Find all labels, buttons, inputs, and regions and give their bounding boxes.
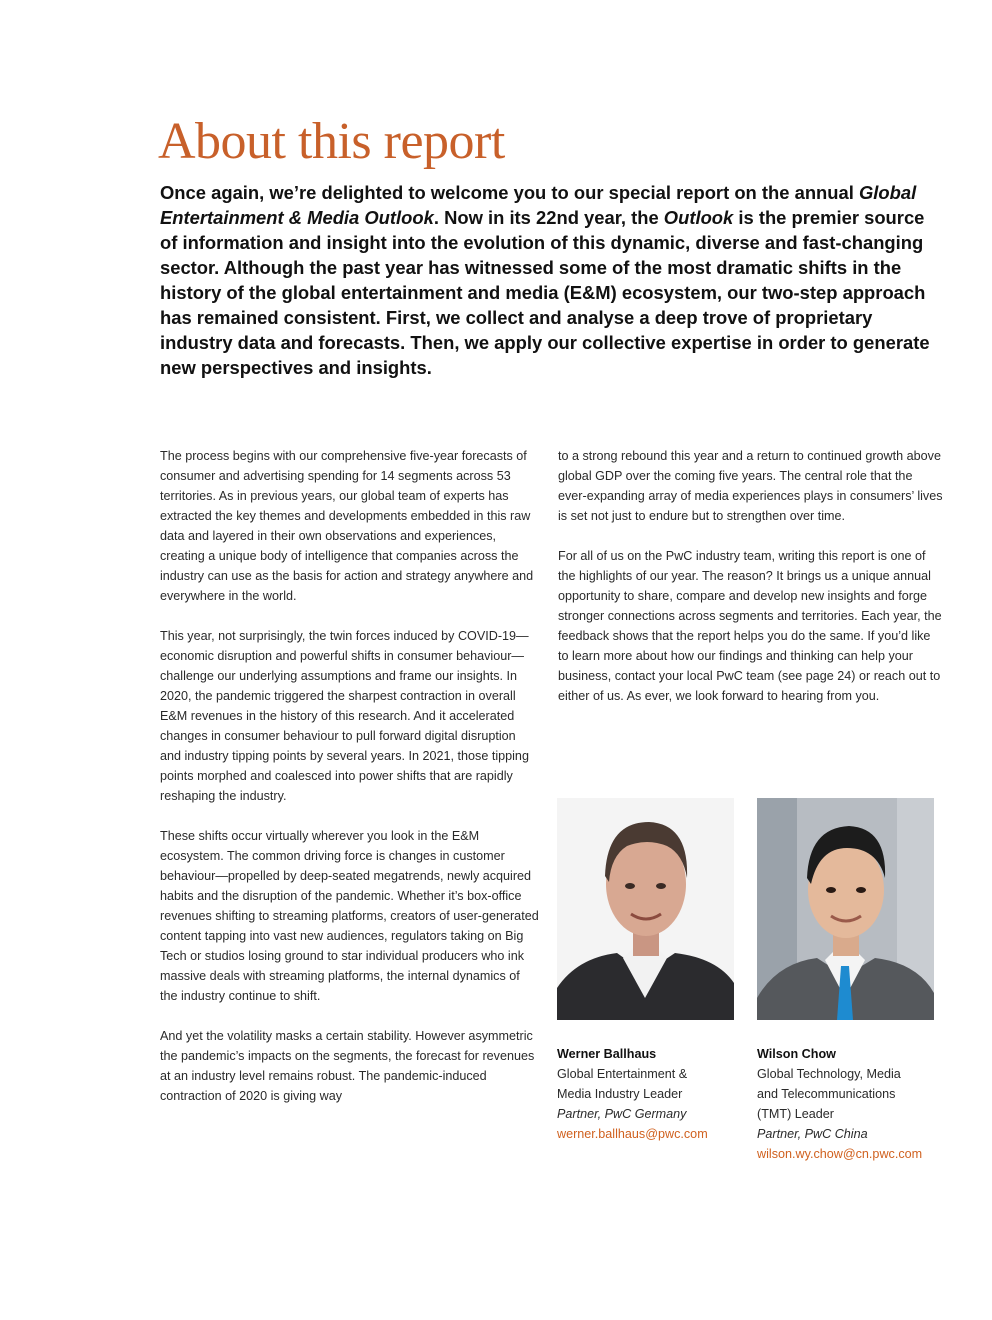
- author-email-link[interactable]: werner.ballhaus@pwc.com: [557, 1127, 708, 1141]
- author-name: Wilson Chow: [757, 1047, 836, 1061]
- body-paragraph: The process begins with our comprehensive five-year forecasts of consumer and advertising spending for 14 segments across 53 territories. As in previous years, our global team of experts has extracted the key themes and developments embedded in this raw data and layered in their own observations and experiences, creating a unique body of intelligence that companies across the industry can use as the basis for action and strategy anywhere and everywhere in the world.: [160, 449, 534, 603]
- body-paragraph: For all of us on the PwC industry team, writing this report is one of the highlights of our year. The reason? It brings us a unique annual opportunity to share, compare and develop new insights and forge stronger connections across segments and territories. Each year, the feedback shows that the report helps you do the same. If you’d like to learn more about how our findings and thinking can help your business, contact your local PwC team (see page 24) or reach out to either of us. As ever, we look forward to hearing from you.: [558, 549, 942, 703]
- author-name: Werner Ballhaus: [557, 1047, 657, 1061]
- page-title: About this report: [158, 113, 505, 170]
- body-paragraph: This year, not surprisingly, the twin forces induced by COVID-19—economic disruption and powerful shifts in consumer behaviour—challenge our underlying assumptions and frame our insights. In 2020, the pandemic triggered the sharpest contraction in overall E&M revenues in the history of this research. And it accelerated changes in consumer behaviour to pull forward digital disruption and industry tipping points by several years. In 2021, those tipping points morphed and coalesced into power shifts that are rapidly reshaping the industry.: [160, 629, 529, 803]
- intro-paragraph: [160, 180, 940, 380]
- portrait-photo: [757, 798, 934, 1020]
- author-title-line: Global Technology, Media: [757, 1067, 901, 1081]
- right-column: [558, 446, 943, 726]
- body-paragraph: These shifts occur virtually wherever you look in the E&M ecosystem. The common driving force is changes in customer behaviour—propelled by deep-seated megatrends, newly acquired habits and the disruption of the pandemic. Whether it’s box-office revenues shifting to streaming platforms, creators of user-generated content tapping into vast new audiences, regulators taking on Big Tech or studios losing ground to star individual producers who ink massive deals with streaming platforms, the internal dynamics of the industry continue to shift.: [160, 829, 539, 1003]
- intro-text-1: Once again, we’re delighted to welcome you to our special report on the annual: [160, 182, 859, 203]
- author-title-line: and Telecommunications: [757, 1087, 896, 1101]
- intro-italic-publication: Global Entertainment & Media Outlook: [160, 182, 917, 228]
- author-title-line: (TMT) Leader: [757, 1107, 834, 1121]
- author-card-wilson: [757, 798, 947, 1164]
- portrait-photo: [557, 798, 734, 1020]
- author-role: Partner, PwC Germany: [557, 1107, 687, 1121]
- author-role: Partner, PwC China: [757, 1127, 868, 1141]
- author-title-line: Media Industry Leader: [557, 1087, 683, 1101]
- body-paragraph: And yet the volatility masks a certain stability. However asymmetric the pandemic’s impacts on the segments, the forecast for revenues at an industry level remains robust. The pandemic-induced contraction of 2020 is giving way: [160, 1029, 535, 1103]
- author-email-link[interactable]: wilson.wy.chow@cn.pwc.com: [757, 1147, 923, 1161]
- author-card-werner: [557, 798, 737, 1144]
- intro-text-3: is the premier source of information and insight into the evolution of this dynamic, diverse and fast-changing sector. Although the past year has witnessed some of the most dramatic shifts in the history of the global entertainment and media (E&M) ecosystem, our two-step approach has remained consistent. First, we collect and analyse a deep trove of proprietary industry data and forecasts. Then, we apply our collective expertise in order to generate new perspectives and insights.: [160, 207, 930, 378]
- intro-text-2: . Now in its 22nd year, the: [433, 207, 664, 228]
- author-title-line: Global Entertainment &: [557, 1067, 688, 1081]
- intro-italic-outlook: Outlook: [663, 207, 734, 228]
- body-paragraph: to a strong rebound this year and a return to continued growth above global GDP over the coming five years. The central role that the ever-expanding array of media experiences plays in consumers’ lives is set not just to endure but to strengthen over time.: [558, 449, 943, 523]
- left-column: [160, 446, 540, 1126]
